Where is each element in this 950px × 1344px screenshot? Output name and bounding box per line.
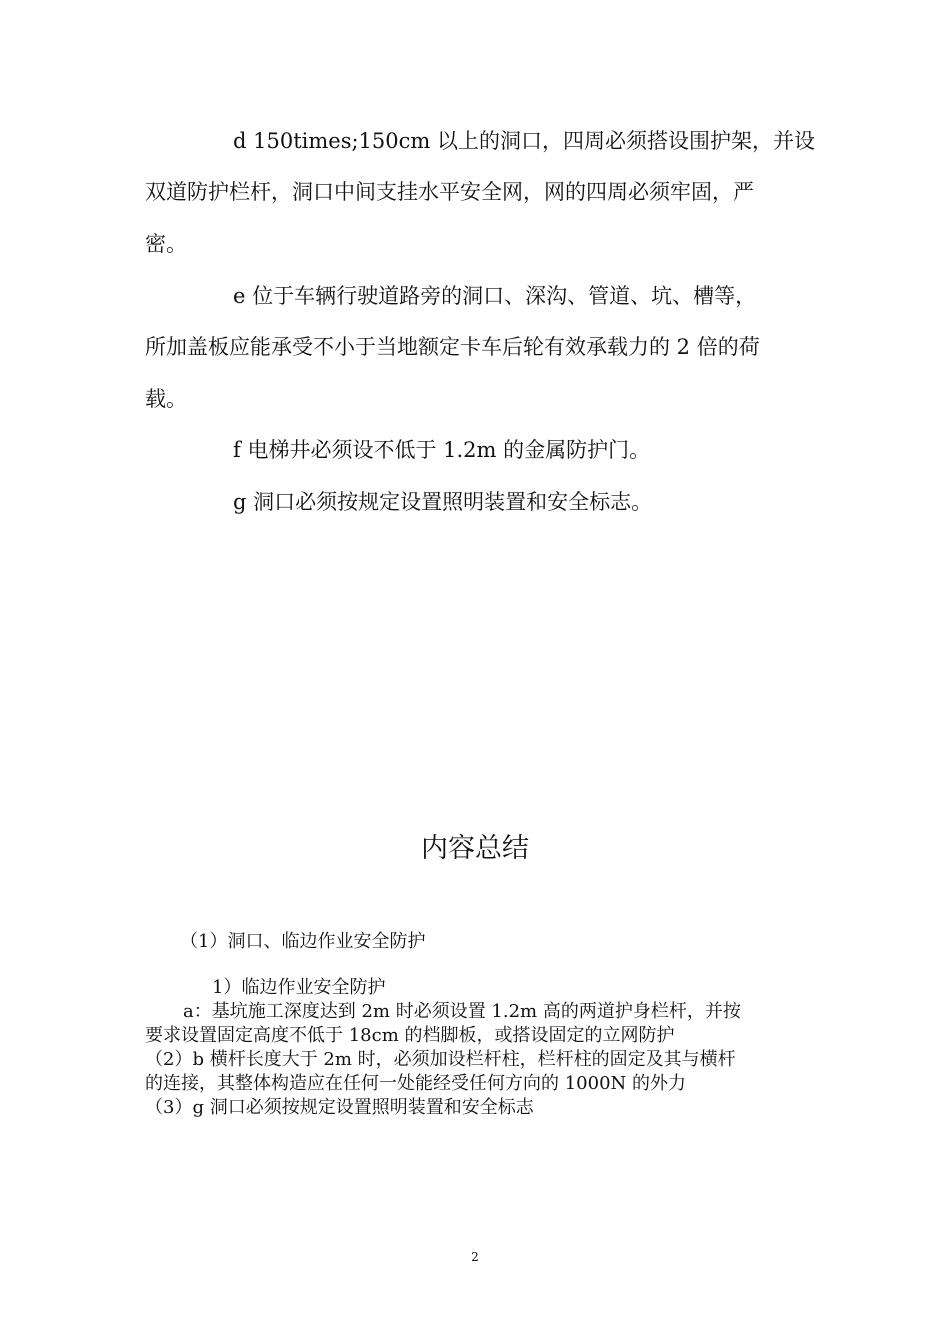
paragraph-g: g 洞口必须按规定设置照明装置和安全标志。 bbox=[233, 490, 653, 514]
summary-item-a-line-2: 要求设置固定高度不低于 18cm 的档脚板，或搭设固定的立网防护 bbox=[145, 1025, 675, 1046]
summary-item-1-sub: 1）临边作业安全防护 bbox=[212, 977, 386, 998]
paragraph-e-line-2: 所加盖板应能承受不小于当地额定卡车后轮有效承载力的 2 倍的荷 bbox=[145, 335, 760, 359]
summary-item-a-line-1: a：基坑施工深度达到 2m 时必须设置 1.2m 高的两道护身栏杆，并按 bbox=[183, 1001, 741, 1022]
page-number: 2 bbox=[471, 1250, 479, 1264]
paragraph-e-line-1: e 位于车辆行驶道路旁的洞口、深沟、管道、坑、槽等， bbox=[233, 284, 757, 308]
summary-item-3: （3）g 洞口必须按规定设置照明装置和安全标志 bbox=[145, 1097, 534, 1118]
summary-title: 内容总结 bbox=[421, 833, 529, 864]
paragraph-d-line-2: 双道防护栏杆，洞口中间支挂水平安全网，网的四周必须牢固，严 bbox=[145, 180, 754, 204]
summary-item-2-line-2: 的连接，其整体构造应在任何一处能经受任何方向的 1000N 的外力 bbox=[145, 1073, 686, 1094]
paragraph-d-line-1: d 150times;150cm 以上的洞口，四周必须搭设围护架，并设 bbox=[233, 129, 815, 153]
paragraph-d-line-3: 密。 bbox=[145, 232, 187, 256]
paragraph-f: f 电梯井必须设不低于 1.2m 的金属防护门。 bbox=[233, 438, 651, 462]
summary-item-1: （1）洞口、临边作业安全防护 bbox=[180, 931, 426, 952]
summary-item-2-line-1: （2）b 横杆长度大于 2m 时，必须加设栏杆柱，栏杆柱的固定及其与横杆 bbox=[145, 1049, 736, 1070]
paragraph-e-line-3: 载。 bbox=[145, 387, 187, 411]
